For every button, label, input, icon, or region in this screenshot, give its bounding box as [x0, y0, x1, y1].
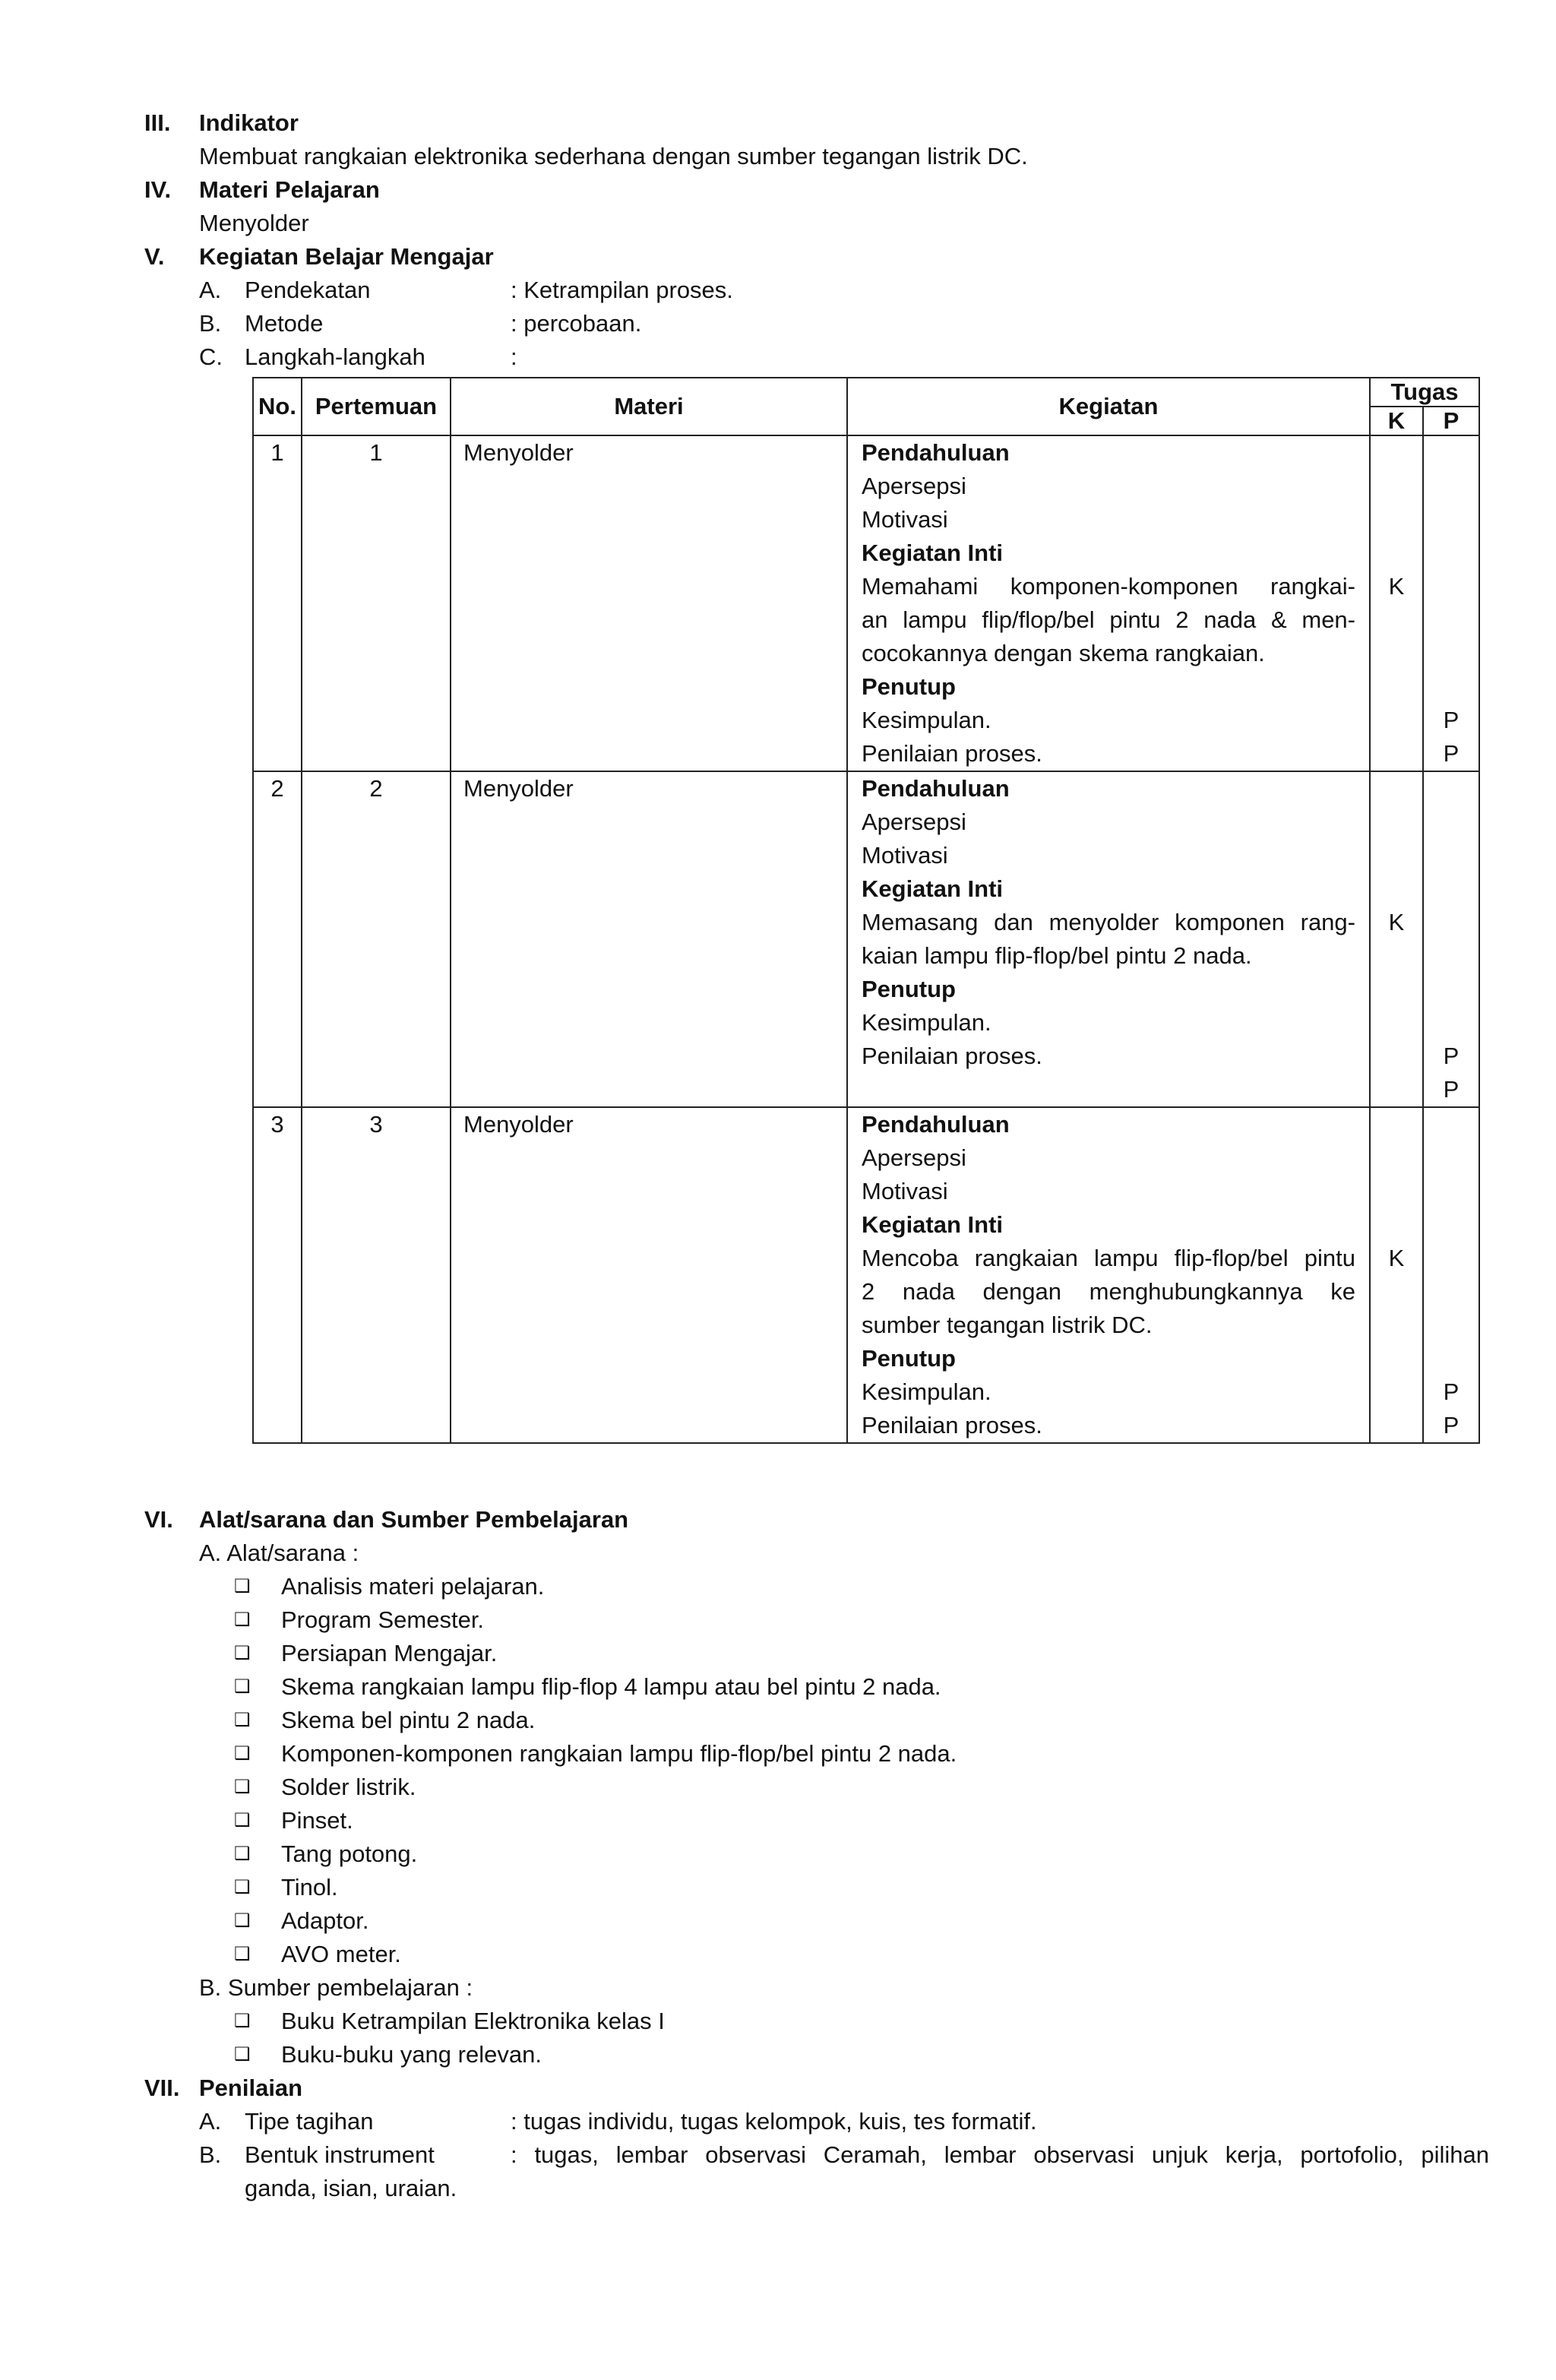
- sub-value: :: [511, 343, 517, 370]
- list-item: [144, 1904, 1489, 1938]
- section-title: Materi Pelajaran: [199, 176, 380, 203]
- kegiatan-line: cocokannya dengan skema rangkaian.: [862, 640, 1265, 666]
- header-no: No.: [253, 378, 302, 435]
- sub-label: Tipe tagihan: [245, 2108, 374, 2135]
- kegiatan-heading: Penutup: [862, 976, 956, 1002]
- checkbox-bullet-icon: ❑: [234, 1810, 251, 1831]
- sub-item: [144, 307, 1489, 340]
- header-tugas: Tugas: [1370, 378, 1479, 407]
- kegiatan-line: sumber tegangan listrik DC.: [862, 1312, 1153, 1338]
- kegiatan-line: Motivasi: [862, 1178, 948, 1204]
- checkbox-bullet-icon: ❑: [234, 2011, 251, 2031]
- list-item-text: AVO meter.: [281, 1941, 401, 1967]
- sub-value: : tugas, lembar observasi Ceramah, lembar observasi unjuk kerja, portofolio, pilihan: [511, 2141, 1489, 2168]
- header-k: K: [1370, 407, 1423, 435]
- list-item: [144, 1704, 1489, 1737]
- kegiatan-line: Kesimpulan.: [862, 1009, 991, 1036]
- section-number: VII.: [144, 2075, 180, 2101]
- kegiatan-line: 2 nada dengan menghubungkannya ke: [862, 1278, 1355, 1305]
- checkbox-bullet-icon: ❑: [234, 1877, 251, 1897]
- list-item: [144, 1637, 1489, 1670]
- k-mark: K: [1388, 573, 1405, 600]
- checkbox-bullet-icon: ❑: [234, 1844, 251, 1864]
- p-mark: P: [1443, 707, 1460, 733]
- kegiatan-line: Apersepsi: [862, 809, 966, 835]
- kegiatan-heading: Penutup: [862, 673, 956, 700]
- section-title: Alat/sarana dan Sumber Pembelajaran: [199, 1506, 629, 1533]
- cell-kegiatan: [847, 771, 1370, 1107]
- sub-letter: B.: [199, 310, 222, 337]
- section-penilaian: [144, 2071, 1489, 2205]
- section-number: V.: [144, 243, 165, 270]
- checkbox-bullet-icon: ❑: [234, 1676, 251, 1697]
- cell-p: [1423, 771, 1479, 1107]
- kegiatan-heading: Kegiatan Inti: [862, 1211, 1004, 1238]
- kegiatan-heading: Pendahuluan: [862, 439, 1010, 466]
- kegiatan-line: Penilaian proses.: [862, 1043, 1042, 1069]
- sub-label: Langkah-langkah: [245, 343, 425, 370]
- sub-item: [144, 2105, 1489, 2138]
- cell-pertemuan: 3: [302, 1107, 451, 1443]
- cell-k: [1370, 771, 1423, 1107]
- sub-value-continued: ganda, isian, uraian.: [245, 2175, 457, 2201]
- list-item: [144, 1737, 1489, 1771]
- sub-value: : Ketrampilan proses.: [511, 277, 733, 303]
- list-item: [144, 1871, 1489, 1904]
- section-number: VI.: [144, 1506, 173, 1533]
- sub-label: Bentuk instrument: [245, 2141, 435, 2168]
- list-item: [144, 1837, 1489, 1871]
- section-number: III.: [144, 109, 171, 136]
- kegiatan-heading: Kegiatan Inti: [862, 875, 1004, 902]
- sub-label: Pendekatan: [245, 277, 371, 303]
- list-item-text: Komponen-komponen rangkaian lampu flip-flop/bel pintu 2 nada.: [281, 1740, 957, 1767]
- sub-letter: C.: [199, 343, 223, 370]
- list-item-text: Skema rangkaian lampu flip-flop 4 lampu atau bel pintu 2 nada.: [281, 1673, 941, 1700]
- header-kegiatan: Kegiatan: [847, 378, 1370, 435]
- checkbox-bullet-icon: ❑: [234, 2044, 251, 2065]
- sub-item: [144, 340, 1489, 374]
- section-title: Penilaian: [199, 2075, 303, 2101]
- list-item-text: Skema bel pintu 2 nada.: [281, 1707, 536, 1733]
- sub-heading: A. Alat/sarana :: [199, 1540, 359, 1566]
- table-row: [253, 771, 1479, 1107]
- checkbox-bullet-icon: ❑: [234, 1710, 251, 1730]
- kegiatan-line: Penilaian proses.: [862, 1412, 1042, 1438]
- p-mark: P: [1443, 1043, 1460, 1069]
- list-item: [144, 1771, 1489, 1804]
- checkbox-bullet-icon: ❑: [234, 1643, 251, 1663]
- section-number: IV.: [144, 176, 172, 203]
- k-mark: K: [1388, 909, 1405, 935]
- table-row: [253, 435, 1479, 771]
- list-item-text: Solder listrik.: [281, 1774, 416, 1800]
- checkbox-bullet-icon: ❑: [234, 1777, 251, 1797]
- checkbox-bullet-icon: ❑: [234, 1944, 251, 1964]
- sub-label: Metode: [245, 310, 324, 337]
- section-title: Kegiatan Belajar Mengajar: [199, 243, 494, 270]
- sub-letter: A.: [199, 277, 222, 303]
- cell-k: [1370, 435, 1423, 771]
- list-item-text: Adaptor.: [281, 1907, 369, 1934]
- kegiatan-heading: Penutup: [862, 1345, 956, 1372]
- p-mark: P: [1443, 740, 1460, 767]
- cell-no: 1: [253, 435, 302, 771]
- cell-no: 3: [253, 1107, 302, 1443]
- list-item: [144, 1670, 1489, 1704]
- header-p: P: [1423, 407, 1479, 435]
- cell-kegiatan: [847, 1107, 1370, 1443]
- sub-letter: B.: [199, 2141, 222, 2168]
- kegiatan-line: Memasang dan menyolder komponen rang-: [862, 909, 1355, 935]
- section-text: Menyolder: [199, 210, 309, 236]
- list-item: [144, 1603, 1489, 1637]
- section-kegiatan: [144, 240, 1489, 374]
- kegiatan-line: Memahami komponen-komponen rangkai-: [862, 573, 1355, 600]
- section-title: Indikator: [199, 109, 299, 136]
- list-item: [144, 2038, 1489, 2071]
- kegiatan-line: Apersepsi: [862, 473, 966, 499]
- list-item-text: Program Semester.: [281, 1606, 485, 1633]
- sub-item: [144, 2138, 1489, 2172]
- k-mark: K: [1388, 1245, 1405, 1271]
- kegiatan-line: Kesimpulan.: [862, 707, 991, 733]
- header-materi: Materi: [451, 378, 847, 435]
- list-item: [144, 1570, 1489, 1603]
- checkbox-bullet-icon: ❑: [234, 1609, 251, 1630]
- kegiatan-line: Mencoba rangkaian lampu flip-flop/bel pintu: [862, 1245, 1355, 1271]
- list-item-text: Tinol.: [281, 1874, 338, 1901]
- list-item-text: Tang potong.: [281, 1840, 418, 1867]
- cell-materi: Menyolder: [451, 771, 847, 1107]
- list-item-text: Analisis materi pelajaran.: [281, 1573, 545, 1600]
- p-mark: P: [1443, 1378, 1460, 1405]
- kegiatan-heading: Pendahuluan: [862, 1111, 1010, 1138]
- list-item-text: Buku Ketrampilan Elektronika kelas I: [281, 2008, 665, 2034]
- cell-kegiatan: [847, 435, 1370, 771]
- kegiatan-line: Kesimpulan.: [862, 1378, 991, 1405]
- kegiatan-line: Motivasi: [862, 842, 948, 869]
- section-indikator: [144, 106, 1489, 173]
- list-item-text: Persiapan Mengajar.: [281, 1640, 498, 1666]
- kegiatan-line: Motivasi: [862, 506, 948, 533]
- kegiatan-heading: Kegiatan Inti: [862, 540, 1004, 566]
- sub-heading: B. Sumber pembelajaran :: [199, 1974, 473, 2001]
- checkbox-bullet-icon: ❑: [234, 1576, 251, 1597]
- p-mark: P: [1443, 1412, 1460, 1438]
- sub-letter: A.: [199, 2108, 222, 2135]
- cell-p: [1423, 1107, 1479, 1443]
- cell-pertemuan: 2: [302, 771, 451, 1107]
- cell-materi: Menyolder: [451, 435, 847, 771]
- cell-pertemuan: 1: [302, 435, 451, 771]
- cell-no: 2: [253, 771, 302, 1107]
- sub-item: [144, 274, 1489, 307]
- section-materi: [144, 173, 1489, 240]
- p-mark: P: [1443, 1076, 1460, 1103]
- section-text: Membuat rangkaian elektronika sederhana dengan sumber tegangan listrik DC.: [199, 143, 1028, 169]
- sub-value: : tugas individu, tugas kelompok, kuis, tes formatif.: [511, 2108, 1037, 2135]
- list-item: [144, 2005, 1489, 2038]
- cell-k: [1370, 1107, 1423, 1443]
- sub-value: : percobaan.: [511, 310, 642, 337]
- list-item-text: Pinset.: [281, 1807, 353, 1834]
- cell-p: [1423, 435, 1479, 771]
- kegiatan-line: Penilaian proses.: [862, 740, 1042, 767]
- list-item: [144, 1938, 1489, 1971]
- langkah-table: [252, 377, 1480, 1444]
- kegiatan-line: Apersepsi: [862, 1144, 966, 1171]
- list-item-text: Buku-buku yang relevan.: [281, 2041, 542, 2068]
- kegiatan-heading: Pendahuluan: [862, 775, 1010, 802]
- checkbox-bullet-icon: ❑: [234, 1910, 251, 1931]
- table-row: [253, 1107, 1479, 1443]
- header-pertemuan: Pertemuan: [302, 378, 451, 435]
- cell-materi: Menyolder: [451, 1107, 847, 1443]
- kegiatan-line: kaian lampu flip-flop/bel pintu 2 nada.: [862, 942, 1252, 969]
- kegiatan-line: an lampu flip/flop/bel pintu 2 nada & men-: [862, 606, 1355, 633]
- list-item: [144, 1804, 1489, 1837]
- section-alat-sarana: [144, 1503, 1489, 2071]
- checkbox-bullet-icon: ❑: [234, 1743, 251, 1764]
